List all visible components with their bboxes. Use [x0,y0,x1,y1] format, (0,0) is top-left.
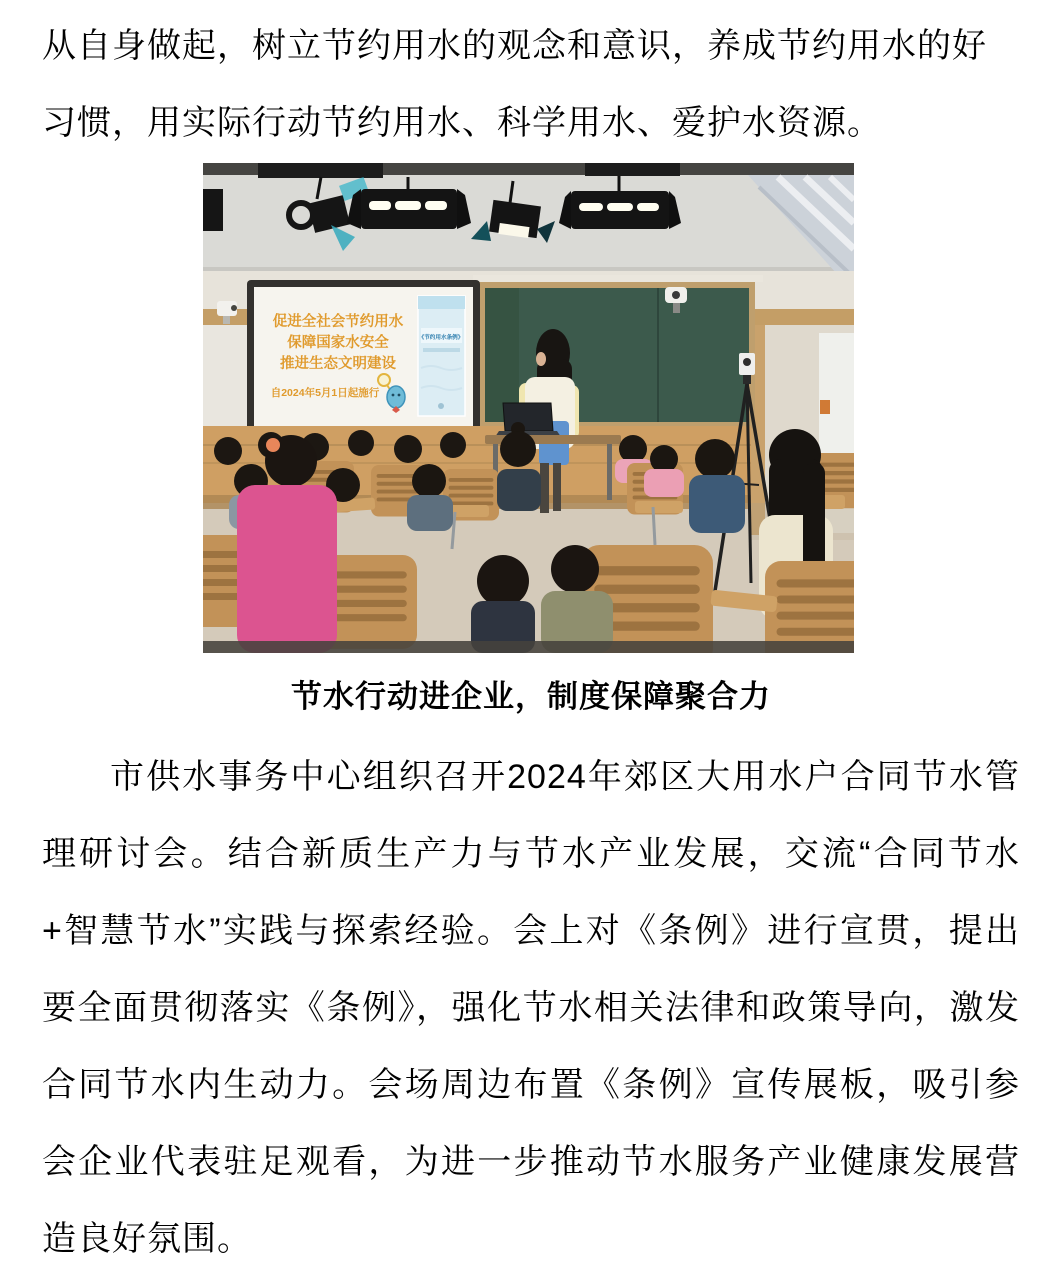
classroom-photo [203,163,854,653]
photo-bottom-shadow [203,641,854,653]
presenter-face [536,352,546,366]
student-head [440,432,466,458]
classroom-scene [203,163,854,653]
presenter-leg [553,463,561,511]
intro-paragraph: 从自身做起，树立节约用水的观念和意识，养成节约用水的好习惯，用实际行动节约用水、科学用水、爱护水资源。 [42,27,987,142]
slide-line-3: 推进生态文明建设 [280,356,396,372]
student-pink-jacket [237,485,337,653]
slide-footnote: 自2024年5月1日起施行 [270,387,380,399]
student-shoulders [689,475,745,533]
tripod-lens-icon [743,358,751,366]
student-head [695,439,735,479]
slide-line-1: 促进全社会节约用水 [272,314,404,330]
slide-line-2: 保障国家水安全 [287,335,389,351]
student-head [551,545,599,593]
student-head [500,431,536,467]
blackboard-shade [485,288,519,422]
book-title: 《节约用水条例》 [418,335,464,341]
chair [765,561,854,653]
screen-rail [473,275,763,282]
section-heading: 节水行动进企业，制度保障聚合力 [291,679,771,714]
ceiling-cornice [203,267,854,271]
body-paragraph: 市供水事务中心组织召开2024年郊区大用水户合同节水管理研讨会。结合新质生产力与节水产业发展，交流“合同节水+智慧节水”实践与探索经验。会上对《条例》进行宣贯，提出要全面贯彻落实《条例》，强化节水相关法律和政策导向，激发合同节水内生动力。会场周边布置《条例》宣传展板，吸引参会企业代表驻足观看，为进一步推动节水服务产业健康发展营造良好氛围。 [42,758,1020,1258]
tripod-mount [743,375,751,384]
orange-wall-sliver [820,400,830,414]
book-cover [418,296,465,416]
light-bar-icon [585,163,680,176]
student-head [650,445,678,473]
student-head [214,437,242,465]
student-shoulders [407,495,453,531]
student-shoulders [497,469,541,511]
laptop-screen [503,403,553,431]
student-shoulders [644,469,684,497]
light-bar-icon [258,163,383,178]
slide [271,296,465,416]
projection-screen [247,280,480,433]
hair-clip-icon [266,438,280,452]
spotlight-icon [203,189,223,231]
chair-leg [653,507,655,545]
student-head [394,435,422,463]
presenter-leg [540,463,549,513]
student-head [348,430,374,456]
student-head [477,555,529,607]
table-leg [607,444,612,500]
student-head [412,464,446,498]
student-head [619,435,647,463]
chair-desk [635,501,683,513]
